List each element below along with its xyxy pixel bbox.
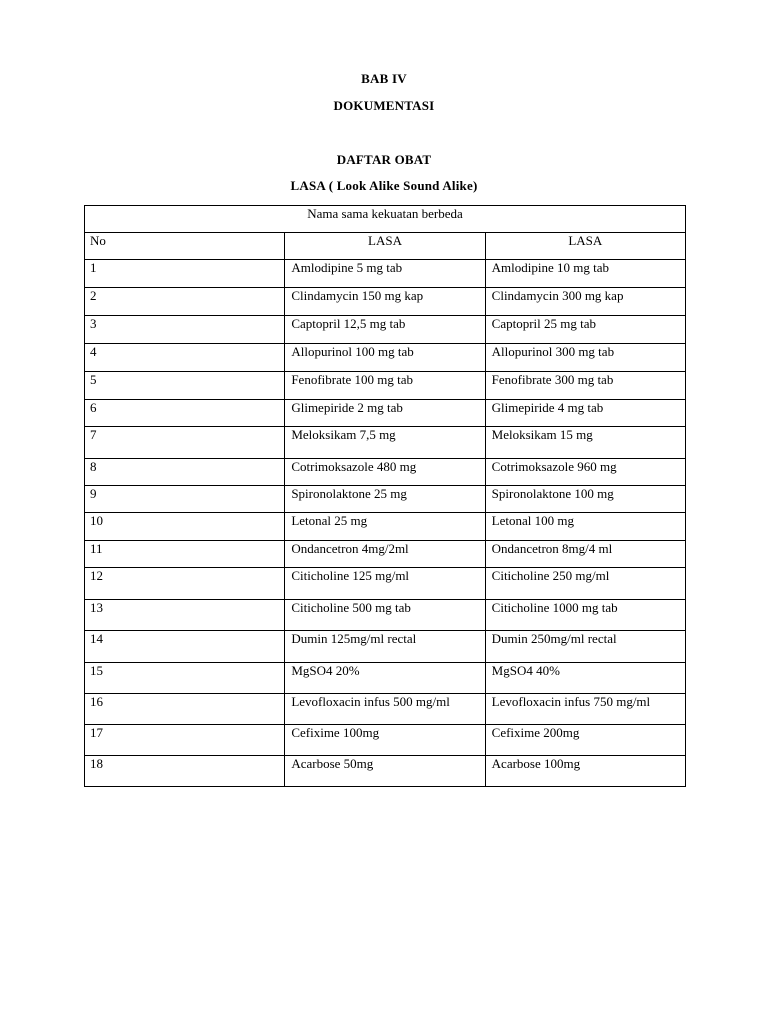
lasa-drug-a: Cefixime 100mg <box>285 725 485 756</box>
table-caption-row <box>85 206 686 233</box>
lasa-drug-b: Citicholine 250 mg/ml <box>485 568 685 600</box>
row-number: 17 <box>85 725 285 756</box>
row-number: 15 <box>85 663 285 694</box>
table-row <box>85 663 686 694</box>
lasa-drug-b: Glimepiride 4 mg tab <box>485 400 685 427</box>
table-row <box>85 486 686 513</box>
table-row <box>85 541 686 568</box>
row-number: 13 <box>85 600 285 631</box>
lasa-drug-b: MgSO4 40% <box>485 663 685 694</box>
lasa-drug-a: Levofloxacin infus 500 mg/ml <box>285 694 485 725</box>
lasa-heading: LASA ( Look Alike Sound Alike) <box>290 178 478 193</box>
lasa-drug-a: Citicholine 125 mg/ml <box>285 568 485 600</box>
table-row <box>85 513 686 541</box>
lasa-drug-a: Allopurinol 100 mg tab <box>285 344 485 372</box>
table-row <box>85 427 686 459</box>
table-row <box>85 316 686 344</box>
lasa-drug-b: Citicholine 1000 mg tab <box>485 600 685 631</box>
lasa-drug-b: Levofloxacin infus 750 mg/ml <box>485 694 685 725</box>
lasa-drug-a: Fenofibrate 100 mg tab <box>285 372 485 400</box>
row-number: 18 <box>85 756 285 787</box>
lasa-drug-a: Citicholine 500 mg tab <box>285 600 485 631</box>
table-row <box>85 288 686 316</box>
lasa-drug-a: Letonal 25 mg <box>285 513 485 541</box>
section-heading: DOKUMENTASI <box>333 98 435 113</box>
lasa-table <box>84 205 686 787</box>
row-number: 3 <box>85 316 285 344</box>
lasa-drug-a: Cotrimoksazole 480 mg <box>285 459 485 486</box>
table-row <box>85 756 686 787</box>
table-row <box>85 459 686 486</box>
row-number: 9 <box>85 486 285 513</box>
row-number: 12 <box>85 568 285 600</box>
row-number: 5 <box>85 372 285 400</box>
lasa-drug-b: Spironolaktone 100 mg <box>485 486 685 513</box>
lasa-drug-a: Spironolaktone 25 mg <box>285 486 485 513</box>
row-number: 8 <box>85 459 285 486</box>
lasa-drug-a: Dumin 125mg/ml rectal <box>285 631 485 663</box>
table-row <box>85 725 686 756</box>
lasa-drug-a: Ondancetron 4mg/2ml <box>285 541 485 568</box>
row-number: 16 <box>85 694 285 725</box>
lasa-drug-b: Amlodipine 10 mg tab <box>485 260 685 288</box>
column-header-lasa-1: LASA <box>285 233 485 260</box>
lasa-drug-b: Acarbose 100mg <box>485 756 685 787</box>
row-number: 7 <box>85 427 285 459</box>
lasa-drug-b: Fenofibrate 300 mg tab <box>485 372 685 400</box>
lasa-drug-b: Cefixime 200mg <box>485 725 685 756</box>
lasa-drug-a: Clindamycin 150 mg kap <box>285 288 485 316</box>
lasa-drug-b: Allopurinol 300 mg tab <box>485 344 685 372</box>
table-row <box>85 260 686 288</box>
row-number: 6 <box>85 400 285 427</box>
chapter-heading: BAB IV <box>361 71 407 86</box>
row-number: 1 <box>85 260 285 288</box>
lasa-drug-b: Dumin 250mg/ml rectal <box>485 631 685 663</box>
row-number: 11 <box>85 541 285 568</box>
table-header-row <box>85 233 686 260</box>
table-row <box>85 400 686 427</box>
table-row <box>85 568 686 600</box>
row-number: 10 <box>85 513 285 541</box>
lasa-drug-b: Ondancetron 8mg/4 ml <box>485 541 685 568</box>
table-row <box>85 600 686 631</box>
lasa-drug-b: Clindamycin 300 mg kap <box>485 288 685 316</box>
table-row <box>85 694 686 725</box>
column-header-lasa-2: LASA <box>485 233 685 260</box>
lasa-drug-b: Captopril 25 mg tab <box>485 316 685 344</box>
table-caption: Nama sama kekuatan berbeda <box>85 206 686 233</box>
column-header-no: No <box>85 233 285 260</box>
lasa-drug-a: Captopril 12,5 mg tab <box>285 316 485 344</box>
lasa-drug-a: Meloksikam 7,5 mg <box>285 427 485 459</box>
lasa-drug-a: MgSO4 20% <box>285 663 485 694</box>
row-number: 14 <box>85 631 285 663</box>
row-number: 2 <box>85 288 285 316</box>
table-row <box>85 631 686 663</box>
lasa-drug-a: Glimepiride 2 mg tab <box>285 400 485 427</box>
lasa-drug-b: Letonal 100 mg <box>485 513 685 541</box>
lasa-drug-a: Acarbose 50mg <box>285 756 485 787</box>
row-number: 4 <box>85 344 285 372</box>
lasa-drug-b: Meloksikam 15 mg <box>485 427 685 459</box>
lasa-drug-a: Amlodipine 5 mg tab <box>285 260 485 288</box>
lasa-drug-b: Cotrimoksazole 960 mg <box>485 459 685 486</box>
table-row <box>85 344 686 372</box>
table-row <box>85 372 686 400</box>
list-heading: DAFTAR OBAT <box>336 152 432 167</box>
